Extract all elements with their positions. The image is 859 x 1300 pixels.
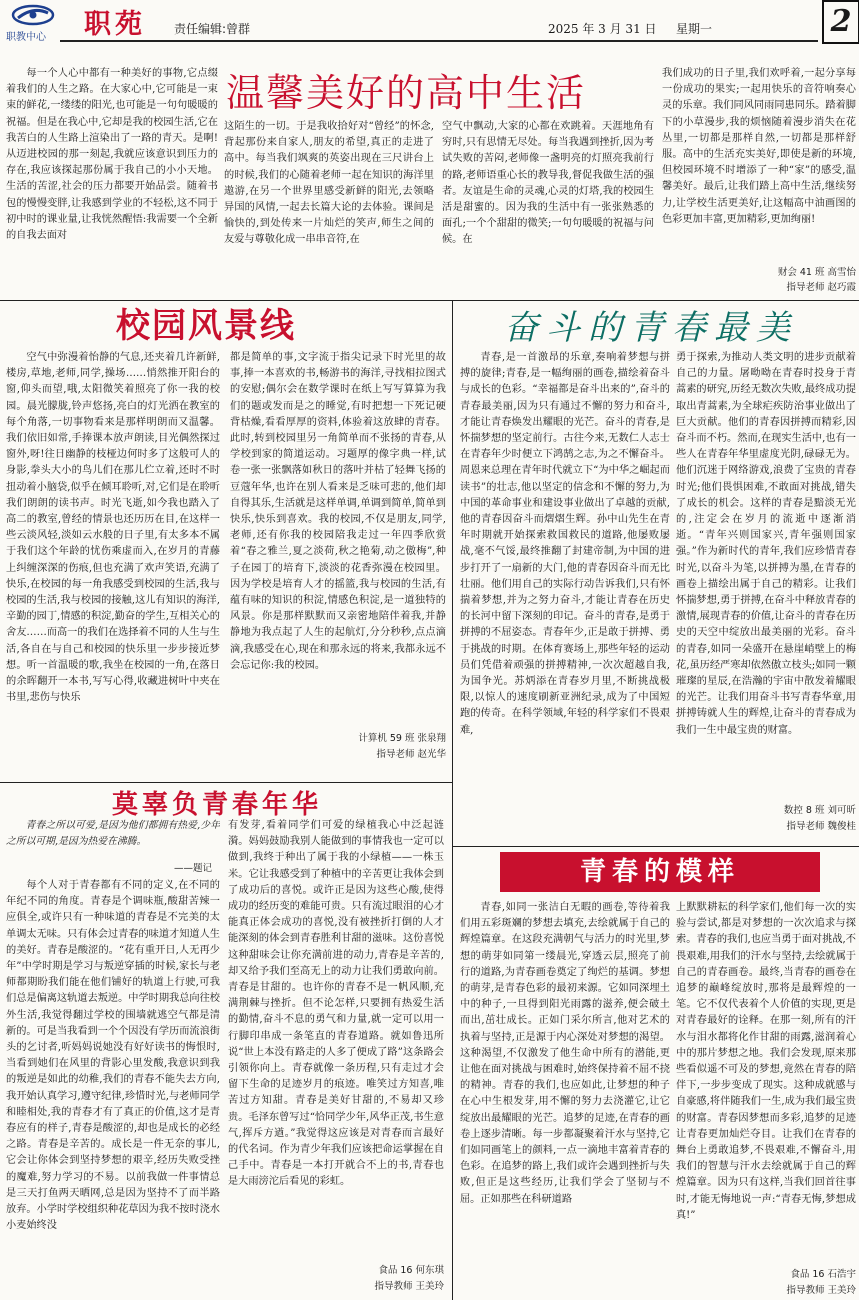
article-title: 校园风景线 [116,306,296,346]
issue-date: 2025 年 3 月 31 日 [548,22,657,36]
divider [452,300,453,846]
author-line: 数控 8 班 刘可昕 [783,805,856,816]
article-column: 青春,如同一张洁白无暇的画卷,等待着我们用五彩斑斓的梦想去填充,去绘就属于自己的辉煌篇章。在这段充满朝气与活力的时光里,梦想的萌芽如同第一缕晨光,穿透云层,照亮了前行的道路,为青春画卷奠定了绚烂的基调。梦想的萌芽,是青春色彩的最初来源。它如同深埋土中的种子,一旦得到阳光雨露的滋养,便会破土而出,茁壮成长。正如门采尔所言,他对艺术的执着与坚持,正是源于内心深处对梦想的渴望。这种渴望,不仅激发了他生命中所有的潜能,更让他在面对挑战与困难时,始终保持着不屈不挠的精神。青春的我们,也应如此,让梦想的种子在心中生根发芽,用不懈的努力去浇灌它,让它绽放出最耀眼的光芒。追梦的足迹,在青春的画卷上逐步清晰。每一步都凝聚着汗水与坚持,它们如同画笔上的颜料,一点一滴地丰富着青春的色彩。在追梦的路上,我们或许会遇到挫折与失败,但正是这些经历,让我们学会了坚韧与不屈。正如那些在科研道路 [460,902,670,1205]
article-column: 这陌生的一切。于是我收拾好对“曾经”的怀念,背起那份来自家人,朋友的希望,真正的走进了高中。每当我们飒爽的英姿出现在三尺讲台上的时候,我们的心随着老师一起在知识的海洋里遨游,在另一个世界里感受新鲜的阳光,去领略异国的风情,一起去长篇大论的去体验。课间是愉快的,到处传来一片灿烂的笑声,师生之间的友爱与尊敬化成一串串音符,在 [224,121,434,246]
advisor-line: 指导老师 魏俊桂 [786,821,856,832]
article-title: 温馨美好的高中生活 [226,71,587,115]
author-line: 食品 16 石浩宇 [790,1269,856,1280]
article-column: 有发芽,看着同学们可爱的绿植我心中泛起涟漪。妈妈鼓励我别人能做到的事情我也一定可以做到,我终于种出了属于我的小绿植——一株玉米。它让我感受到了种植中的辛苦更让我体会到了成功后的喜悦。或许正是因为这些心酸,使得成功的经历变的难能可贵。只有流过眼泪的心才能真正体会成功的喜悦,没有被挫折打倒的人才能深刻的体会到青春胜利甘甜的滋味。这份喜悦这种甜味会让你充满前进的动力,青春是辛苦的,却又给予我们至高无上的动力让我们勇敢向前。青春是甘甜的。也许你的青春不是一帆风顺,充满荆棘与挫折。但不论怎样,只要拥有热爱生活的勤情,奋斗不息的勇气和力量,就一定可以用一行脚印串成一条笔直的青春道路。就如鲁迅所说“世上本没有路走的人多了便成了路”这条路会引领你向上。青春就像一条历程,只有走过才会留下生命的足迹岁月的痕迹。唯笑过方知喜,唯苦过方知甜。青春是美好甘甜的,不易却又珍贵。毛泽东曾写过“恰同学少年,风华正茂,书生意气,挥斥方遒。”我觉得这应该是对青春而言最好的代名词。作为青少年我们应该把命运掌握在自己手中。青春是一本打开就合不上的书,青春也是大雨滂沱后看见的彩虹。 [228,820,444,1188]
divider [452,846,859,847]
article-title: 莫辜负青春年华 [112,790,323,820]
school-name: 职教中心 [6,32,46,43]
issue-weekday: 星期一 [676,22,713,36]
advisor-line: 指导教师 王美玲 [786,1285,856,1296]
article-column: 都是简单的事,文字流于指尖记录下时光里的故事,捧一本喜欢的书,畅游书的海洋,寻找相拉图式的安慰;偶尔会在数学课时在纸上写写算算为我们的题或发而是之的睡觉,有时把想一下死记硬背枯燥,看看厚厚的资料,体验着这放肆的青春。此时,转到校园里另一角简单而不张扬的青春,从学校到家的简道运动。习题厚的像字典一样,试卷一张一张飘落如秋日的落叶并枯了轻舞飞扬的豆蔻年华,也许在别人看来是乏味可悲的,他们却自得其乐,生活就是这样单调,单调到简单,简单到快乐,快乐到喜欢。我的校园,不仅是朋友,同学,老师,还有你我的校园陪我走过一年四季欣赏着“春之雅兰,夏之淡荷,秋之艳菊,动之傲梅”,种子在园丁的培育下,淡淡的花香弥漫在校园里。因为学校是培育人才的摇篮,我与校园的生活,有蕴有味的知识的积淀,情感色积淀,是一道独特的风景。你是那样默默而又亲密地陪伴着我,并静静地为我点起了人生的起航灯,分分秒秒,点点滴滴,我感受在心,现在和那永远的将来,我都永远不会忘记你:我的校园。 [230,352,446,671]
author-line: 财会 41 班 高雪怡 [777,267,856,278]
article-column: 空气中弥漫着怡静的气息,还夹着几许新鲜,楼房,草地,老师,同学,操场……悄然推开阳台的窗,仰头而望,哦,太阳微笑着照亮了你一我的校园。晨光朦胧,铃声悠扬,亮白的灯光洒在教室的每个角落,一切事物看来是那样明朗而又温馨。我们依旧如常,手捧课本放声朗读,目光偶然探过窗外,呀!往日幽静的枝桠边何时多了这般可人的身影,拳头大小的鸟儿们在那儿伫立着,还时不时扭动着小脑袋,似乎在倾耳聆听,对,它们是在聆听我们朗朗的读书声。时光飞逝,如今我也踏入了高二的教室,曾经的情景也还历历在目,在这样一些云淡风轻,淡如云水般的日子里,有太多本不属于我们这个年龄的忧伤乘虚而入,在岁月的青藤上纠缠深深的伤痕,但也充满了欢声笑语,充满了快乐,在校园的每一角我感受到校园的生活,我与校园的生活,我与校园的接触,这儿有知识的海洋,辛勤的园丁,情感的积淀,勤奋的学生,互相关心的舍友……而高一的我们在选择着不同的人生与生活,各自在与自己和校园的快乐里一步步接近梦想。听一首温暖的歌,我坐在校园的一角,在落日的余晖翻开一本书,写写心得,收藏进树叶中夹在书里,悲伤与快乐 [6,352,220,704]
divider [452,846,453,1300]
advisor-line: 指导老师 赵光华 [376,749,446,760]
advisor-line: 指导教师 王美玲 [374,1281,444,1292]
article-column: 每个人对于青春都有不同的定义,在不同的年纪不同的角度。青春是个调味瓶,酸甜苦辣一应俱全,或许只有一种味道的青春是不完美的太单调太无味。只有体会过青春的味道才知道人生的美好。青春是酸涩的。“花有重开日,人无再少年”中学时期是学习与叛逆穿插的时候,家长与老师都期盼我们能在他们铺好的轨道上行驶,可我们总是偏离这轨道去叛逆。中学时期我总向往校外生活,我觉得翻过学校的围墙就逃空气都是清新的。可是当我看到一个个因没有学历而流浪街头的乞讨者,听妈妈说她没有好好读书的悔恨时,当看到她们在风里的背影心里发酸,我意识到我的叛逆是如此的幼稚,我们的青春不能失去方向,我开始认真学习,遵守纪律,珍惜时光,与老师同学和睦相处,我的青春才有了真正的价值,这才是青春应有的样子,青春是酸涩的,却也是成长的必经之路。青春是辛苦的。成长是一件无奈的事儿,它会让你体会到坚持梦想的艰辛,经历失败受挫的魔难,努力学习的不易。以前我做一件事情总是三天打鱼两天晒网,总是因为坚持不了而半路放弃。小学时学校组织种花草因为我不按时浇水小麦始终没 [6,880,220,1232]
epigraph-source: ——题记 [173,863,212,874]
article-column: 每一个人心中都有一种美好的事物,它点缀着我们的人生之路。在大家心中,它可能是一束束的鲜花,一缕缕的阳光,也可能是一句句暖暖的祝福。但是在我心中,它却是我的校园生活,它在我苦白的人生路上渲染出了一路的青天。是啊!从迈进校园的那一刻起,我就应该意识到压力的存在,我应该探起那份属于我自己的小小天地。生活的苦涩,社会的压力都要开始品尝。随着书包的慢慢变胖,让我感到学业的不轻松,这不同于初中时的课业量,让我恍然醒悟:我需要一个全新的自我去面对 [6,68,218,242]
author-line: 食品 16 何东琪 [378,1265,444,1276]
editor-credit: 责任编辑:曾群 [174,22,251,36]
article-title: 奋斗的青春最美 [504,308,798,348]
advisor-line: 指导老师 赵巧霞 [786,282,856,293]
article-column: 我们成功的日子里,我们欢呼着,一起分享每一份成功的果实;一起用快乐的音符响奏心灵的乐章。我们同风同雨同患同乐。踏着脚下的小草漫步,我的烦恼随着漫步消失在花丛里,一切都是那样自然,一切都是那样舒服。高中的生活充实美好,即使是新的环境,但校园环境不时增添了一种“家”的感受,温馨美好。最后,让我们踏上高中生活,继续努力,让学校生活更美好,让这幅高中油画图的色彩更加丰富,更加精彩,更加绚丽! [662,68,856,225]
epigraph: 青春之所以可爱,是因为他们都拥有热爱,少年之所以可期,是因为热爱在沸腾。 [6,820,220,847]
article-column: 勇于探索,为推动人类文明的进步贡献着自己的力量。屠呦呦在青春时投身于青蒿素的研究,历经无数次失败,最终成功提取出青蒿素,为全球疟疾防治事业做出了巨大贡献。他们的青春因拼搏而精彩,因奋斗而不朽。然而,在现实生活中,也有一些人在青春年华里虚度光阴,碌碌无为。他们沉迷于网络游戏,浪费了宝贵的青春时光;他们畏惧困难,不敢面对挑战,错失了成长的机会。这样的青春是黯淡无光的,注定会在岁月的流逝中逐渐消逝。“青年兴则国家兴,青年强则国家强。”作为新时代的青年,我们应珍惜青春时光,以奋斗为笔,以拼搏为墨,在青春的画卷上描绘出属于自己的精彩。让我们怀揣梦想,勇于拼搏,在奋斗中释放青春的激情,展现青春的价值,让奋斗的青春在历史的天空中绽放出最美丽的光彩。奋斗的青春,如同一朵盛开在悬崖峭壁上的梅花,虽历经严寒却依然傲立枝头;如同一颗璀璨的星辰,在浩瀚的宇宙中散发着耀眼的光芒。让我们用奋斗书写青春华章,用拼搏铸就人生的辉煌,让奋斗的青春成为我们一生中最宝贵的财富。 [676,352,856,736]
header-rule [60,40,818,42]
author-line: 计算机 59 班 张泉翔 [358,733,446,744]
article-title: 青春的模样 [500,852,820,892]
divider [0,782,452,783]
article-column: 上默默耕耘的科学家们,他们每一次的实验与尝试,都是对梦想的一次次追求与探索。青春的我们,也应当勇于面对挑战,不畏艰难,用我们的汗水与坚持,去绘就属于自己的青春画卷。最终,当青春的画卷在追梦的巅峰绽放时,那将是最辉煌的一笔。它不仅代表着个人价值的实现,更是对青春最好的诠释。在那一刻,所有的汗水与泪水都将化作甘甜的雨露,滋润着心中的那片梦想之地。我们会发现,原来那些看似遥不可及的梦想,竟然在青春的陪伴下,一步步变成了现实。这种成就感与自豪感,将伴随我们一生,成为我们最宝贵的财富。青春因梦想而多彩,追梦的足迹让青春更加灿烂夺目。让我们在青春的舞台上勇敢追梦,不畏艰难,不懈奋斗,用我们的智慧与汗水去绘就属于自己的辉煌篇章。因为只有这样,当我们回首往事时,才能无悔地说一声:“青春无悔,梦想成真!” [676,902,856,1221]
school-logo-icon [10,4,56,26]
article-column: 青春,是一首激昂的乐章,奏响着梦想与拼搏的旋律;青春,是一幅绚丽的画卷,描绘着奋斗与成长的色彩。“幸福都是奋斗出来的”,奋斗的青春最美丽,因为只有通过不懈的努力和奋斗,才能让青春焕发出耀眼的光芒。奋斗的青春,是怀揣梦想的坚定前行。古往今来,无数仁人志士在青春年少时便立下鸿鹄之志,为之不懈奋斗。周恩来总理在青年时代就立下“为中华之崛起而读书”的壮志,他以坚定的信念和不懈的努力,为中国的革命事业和建设事业做出了卓越的贡献,他的青春因奋斗而熠熠生辉。孙中山先生在青年时期就开始探索救国救民的道路,他屡败屡战,毫不气馁,最终推翻了封建帝制,为中国的进步打开了一扇新的大门,他的青春因奋斗而无比壮丽。他们用自己的实际行动告诉我们,只有怀揣着梦想,并为之努力奋斗,才能让青春在历史的长河中留下深刻的印记。奋斗的青春,是勇于拼搏的不屈姿态。青春年少,正是敢于拼搏、勇于挑战的时期。在体育赛场上,那些年轻的运动员们凭借着顽强的拼搏精神,一次次超越自我,为国争光。苏炳添在青春岁月里,不断挑战极限,以惊人的速度刷新亚洲纪录,成为了中国短跑的传奇。在科学领域,年轻的科学家们不畏艰难, [460,352,670,736]
page-number: 2 [822,0,859,44]
section-name: 职苑 [84,9,146,40]
article-column: 空气中飘动,大家的心都在欢跳着。天涯地角有穷时,只有思情无尽处。每当我遇到挫折,因为考试失败的苦闷,老师像一盏明亮的灯照亮我前行的路,老师语重心长的教导我,督促我做生活的强者。友谊是生命的灵魂,心灵的灯塔,我的校园生活是甜蜜的。因为我的生活中有一张张熟悉的面孔;一个个甜甜的微笑;一句句暖暖的祝福与问候。在 [442,121,654,246]
